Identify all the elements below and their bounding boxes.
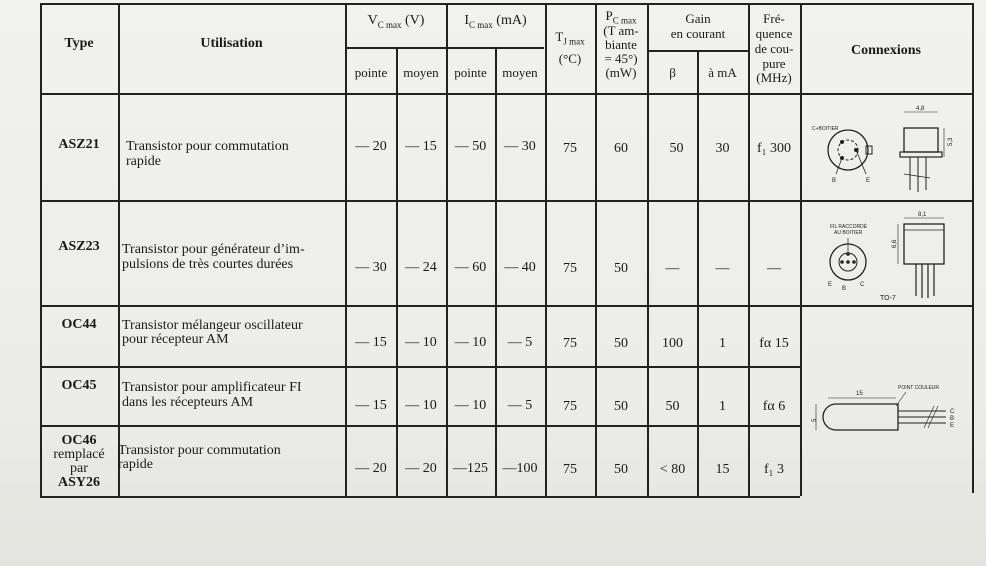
- cell-pc: 50: [614, 399, 628, 414]
- cell-ic-pointe: — 10: [454, 398, 487, 413]
- cell-ic-moyen: —100: [502, 461, 538, 476]
- row-type-line3: par: [70, 461, 88, 476]
- label-boitier: C+BOITIER: [812, 126, 839, 132]
- dim-width: 8,1: [918, 212, 927, 218]
- cell-freq: —: [767, 261, 781, 276]
- connexion-diagram-asz23: [806, 210, 966, 304]
- case-label: TO-7: [880, 295, 896, 302]
- header-ic-max: $I_{C max}$ (mA): [464, 13, 527, 30]
- col-line-ic: [545, 3, 547, 496]
- label-c: C: [950, 409, 955, 415]
- row-type-line2: remplacé: [53, 447, 105, 462]
- label-fil: FIL RACCORDÉ: [830, 224, 868, 230]
- header-freq-line1: Fré-: [763, 11, 785, 26]
- cell-beta: —: [665, 261, 680, 276]
- row-type: ASZ23: [58, 239, 100, 254]
- label-c: C: [860, 282, 865, 288]
- dim-height: 6,6: [892, 239, 898, 248]
- connexion-diagram-oc44-46: [806, 378, 966, 448]
- label-b: B: [842, 286, 847, 292]
- header-freq-line5: (MHz): [756, 70, 792, 85]
- cell-beta: < 80: [659, 462, 686, 477]
- cell-vc-moyen: — 10: [405, 398, 437, 413]
- label-b: B: [832, 178, 837, 184]
- header-gain-line1: Gain: [685, 11, 711, 26]
- cell-pc: 50: [614, 462, 628, 477]
- cell-pc: 60: [614, 141, 628, 156]
- cell-vc-pointe: — 20: [355, 461, 387, 476]
- cell-a-ma: 1: [719, 336, 726, 351]
- row-utilisation-line2: pulsions de très courtes durées: [122, 257, 294, 272]
- connexion-diagram-asz21: [806, 102, 966, 198]
- cell-ic-pointe: — 50: [454, 139, 487, 154]
- row-separator-3: [40, 366, 800, 368]
- cell-pc: 50: [614, 336, 628, 351]
- cell-ic-pointe: —125: [453, 461, 488, 476]
- cell-pc: 50: [614, 261, 628, 276]
- row-utilisation-line1: Transistor pour commutation: [126, 139, 289, 154]
- row-type: OC44: [61, 317, 97, 332]
- cell-beta: 50: [665, 399, 680, 414]
- label-boitier: AU BOITIER: [834, 230, 863, 236]
- row-type-line4: ASY26: [57, 475, 100, 490]
- header-beta: β: [669, 65, 676, 80]
- header-vc-max: $V_{C max}$ (V): [367, 13, 425, 30]
- cell-freq: fα 6: [762, 399, 786, 414]
- cell-ic-pointe: — 10: [454, 335, 487, 350]
- label-b: B: [950, 416, 955, 422]
- cell-a-ma: 1: [719, 399, 726, 414]
- cell-tj: 75: [563, 261, 577, 276]
- header-freq-line2: quence: [755, 26, 793, 41]
- cell-beta: 50: [669, 141, 684, 156]
- header-vc-pointe: pointe: [354, 65, 388, 80]
- label-e: E: [950, 423, 955, 429]
- table-bottom-border: [40, 496, 800, 498]
- row-separator-4: [40, 425, 800, 427]
- cell-vc-moyen: — 24: [405, 260, 437, 275]
- cell-a-ma: 30: [715, 141, 730, 156]
- header-connexions: Connexions: [850, 43, 922, 58]
- row-type: ASZ21: [58, 137, 100, 152]
- dim-width: 15: [856, 391, 863, 397]
- header-freq-line4: pure: [762, 56, 786, 71]
- label-e: E: [828, 282, 833, 288]
- header-separator: [40, 93, 972, 95]
- cell-vc-pointe: — 15: [355, 398, 387, 413]
- col-line-freq: [800, 3, 802, 496]
- cell-ic-moyen: — 5: [507, 335, 533, 350]
- cell-vc-moyen: — 15: [405, 139, 437, 154]
- cell-ic-moyen: — 30: [504, 139, 536, 154]
- cell-ic-moyen: — 40: [504, 260, 536, 275]
- row-utilisation-line1: Transistor pour amplificateur FI: [122, 380, 302, 395]
- col-line-type: [118, 3, 120, 496]
- row-type-line1: OC46: [61, 433, 97, 448]
- cell-beta: 100: [662, 336, 683, 351]
- header-utilisation: Utilisation: [200, 36, 263, 51]
- cell-vc-moyen: — 10: [405, 335, 437, 350]
- cell-vc-pointe: — 20: [355, 139, 387, 154]
- header-vc-moyen: moyen: [403, 65, 439, 80]
- header-a-ma: à mA: [708, 65, 737, 80]
- cell-tj: 75: [563, 399, 577, 414]
- header-ic-pointe: pointe: [454, 65, 487, 80]
- row-separator-1: [40, 200, 972, 202]
- row-utilisation-line2: dans les récepteurs AM: [122, 395, 254, 410]
- cell-a-ma: —: [715, 261, 730, 276]
- header-pc-line5: (mW): [605, 65, 637, 80]
- row-utilisation-line2: rapide: [118, 457, 153, 472]
- header-tj-unit: (°C): [558, 51, 582, 66]
- label-point-couleur: POINT COULEUR: [898, 385, 940, 391]
- cell-tj: 75: [563, 141, 577, 156]
- header-pc-line4: = 45°): [604, 51, 638, 66]
- cell-tj: 75: [563, 462, 577, 477]
- cell-freq: fα 15: [759, 336, 789, 351]
- dim-height: 5: [812, 418, 818, 422]
- header-freq-line3: de cou-: [754, 41, 794, 56]
- cell-vc-pointe: — 15: [355, 335, 387, 350]
- header-type: Type: [64, 36, 94, 51]
- cell-freq: f₁ 300: [756, 141, 792, 156]
- row-utilisation-line2: rapide: [126, 154, 161, 169]
- table-top-border: [40, 3, 974, 5]
- label-e: E: [866, 178, 871, 184]
- row-type: OC45: [61, 378, 97, 393]
- row-separator-2: [40, 305, 972, 307]
- header-ic-moyen: moyen: [502, 65, 538, 80]
- cell-ic-moyen: — 5: [507, 398, 533, 413]
- cell-freq: f₁ 3: [763, 462, 785, 477]
- row-utilisation-line1: Transistor pour générateur d’im-: [122, 242, 305, 257]
- dim-width: 4,8: [916, 106, 925, 112]
- cell-vc-moyen: — 20: [405, 461, 437, 476]
- row-utilisation-line2: pour récepteur AM: [122, 332, 229, 347]
- header-gain-line2: en courant: [670, 26, 726, 41]
- dim-height: 5,3: [948, 137, 954, 146]
- header-pc-line3: biante: [605, 37, 637, 52]
- row-utilisation-line1: Transistor mélangeur oscillateur: [122, 318, 303, 333]
- row-utilisation-line1: Transistor pour commutation: [118, 443, 281, 458]
- cell-vc-pointe: — 30: [355, 260, 387, 275]
- header-pc-line2: (T am-: [603, 23, 639, 38]
- cell-ic-pointe: — 60: [454, 260, 487, 275]
- cell-a-ma: 15: [715, 462, 730, 477]
- cell-tj: 75: [563, 336, 577, 351]
- header-sub-line-vi: [346, 47, 544, 49]
- table-right-border: [972, 3, 974, 493]
- header-tj-max: $T_{J max}$: [555, 29, 585, 47]
- header-pc-max: $P_{C max}$: [605, 8, 637, 26]
